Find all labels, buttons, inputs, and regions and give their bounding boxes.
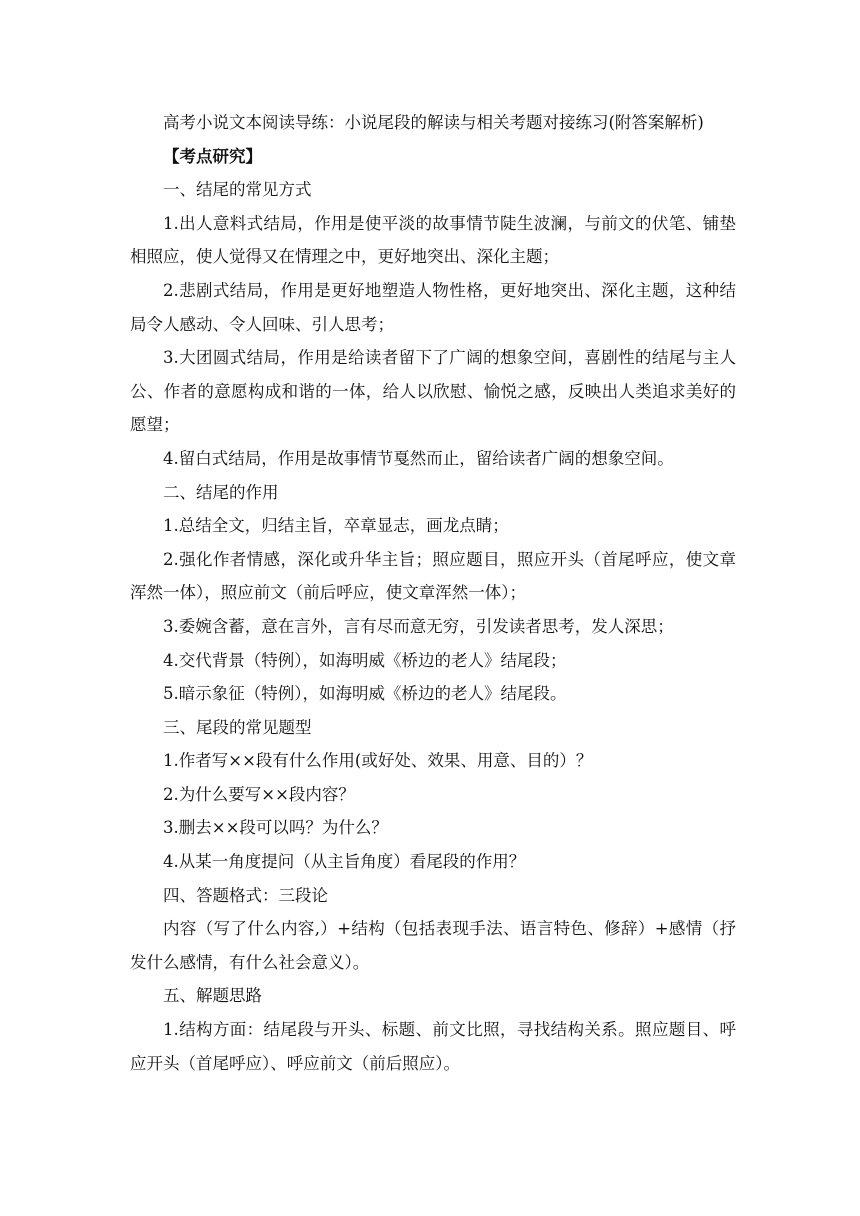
paragraph: 1.作者写××段有什么作用(或好处、效果、用意、目的）？ (163, 751, 593, 771)
paragraph: 4.留白式结局，作用是故事情节戛然而止，留给读者广阔的想象空间。 (163, 448, 674, 468)
paragraph: 4.从某一角度提问（从主旨角度）看尾段的作用？ (163, 852, 526, 872)
paragraph: 2.为什么要写××段内容？ (163, 784, 355, 804)
paragraph: 1.出人意料式结局，作用是使平淡的故事情节陡生波澜，与前文的伏笔、铺垫相照应，使人觉得又在情理之中，更好地突出、深化主题； (130, 213, 736, 267)
paragraph: 2.强化作者情感，深化或升华主旨；照应题目，照应开头（首尾呼应，使文章浑然一体），照应前文（前后呼应，使文章浑然一体）； (130, 549, 736, 603)
paragraph: 2.悲剧式结局，作用是更好地塑造人物性格，更好地突出、深化主题，这种结局令人感动、令人回味、引人思考； (130, 280, 736, 334)
document-page (130, 106, 736, 1080)
paragraph: 1.结构方面：结尾段与开头、标题、前文比照，寻找结构关系。照应题目、呼应开头（首尾呼应）、呼应前文（前后照应）。 (130, 1020, 736, 1073)
document-title: 高考小说文本阅读导练：小说尾段的解读与相关考题对接练习(附答案解析) (163, 113, 704, 132)
section-heading-2: 二、结尾的作用 (163, 482, 279, 502)
paragraph: 1.总结全文，归结主旨，卒章显志，画龙点睛； (163, 516, 509, 536)
section-heading-1: 一、结尾的常见方式 (163, 180, 312, 200)
section-heading-4: 四、答题格式：三段论 (163, 885, 328, 905)
paragraph: 4.交代背景（特例），如海明威《桥边的老人》结尾段； (163, 650, 567, 670)
paragraph: 3.删去××段可以吗？为什么？ (163, 818, 388, 838)
paragraph: 3.大团圆式结局，作用是给读者留下了广阔的想象空间，喜剧性的结尾与主人公、作者的意愿构成和谐的一体，给人以欣慰、愉悦之感，反映出人类追求美好的愿望； (130, 348, 736, 435)
section-heading-5: 五、解题思路 (163, 986, 262, 1006)
section-heading-3: 三、尾段的常见题型 (163, 717, 312, 737)
paragraph: 内容（写了什么内容,）+结构（包括表现手法、语言特色、修辞）+感情（抒发什么感情，有什么社会意义）。 (130, 919, 736, 972)
section-heading-kaodian: 【考点研究】 (163, 146, 262, 166)
paragraph: 5.暗示象征（特例），如海明威《桥边的老人》结尾段。 (163, 684, 567, 704)
paragraph: 3.委婉含蓄，意在言外，言有尽而意无穷，引发读者思考，发人深思； (163, 616, 674, 636)
